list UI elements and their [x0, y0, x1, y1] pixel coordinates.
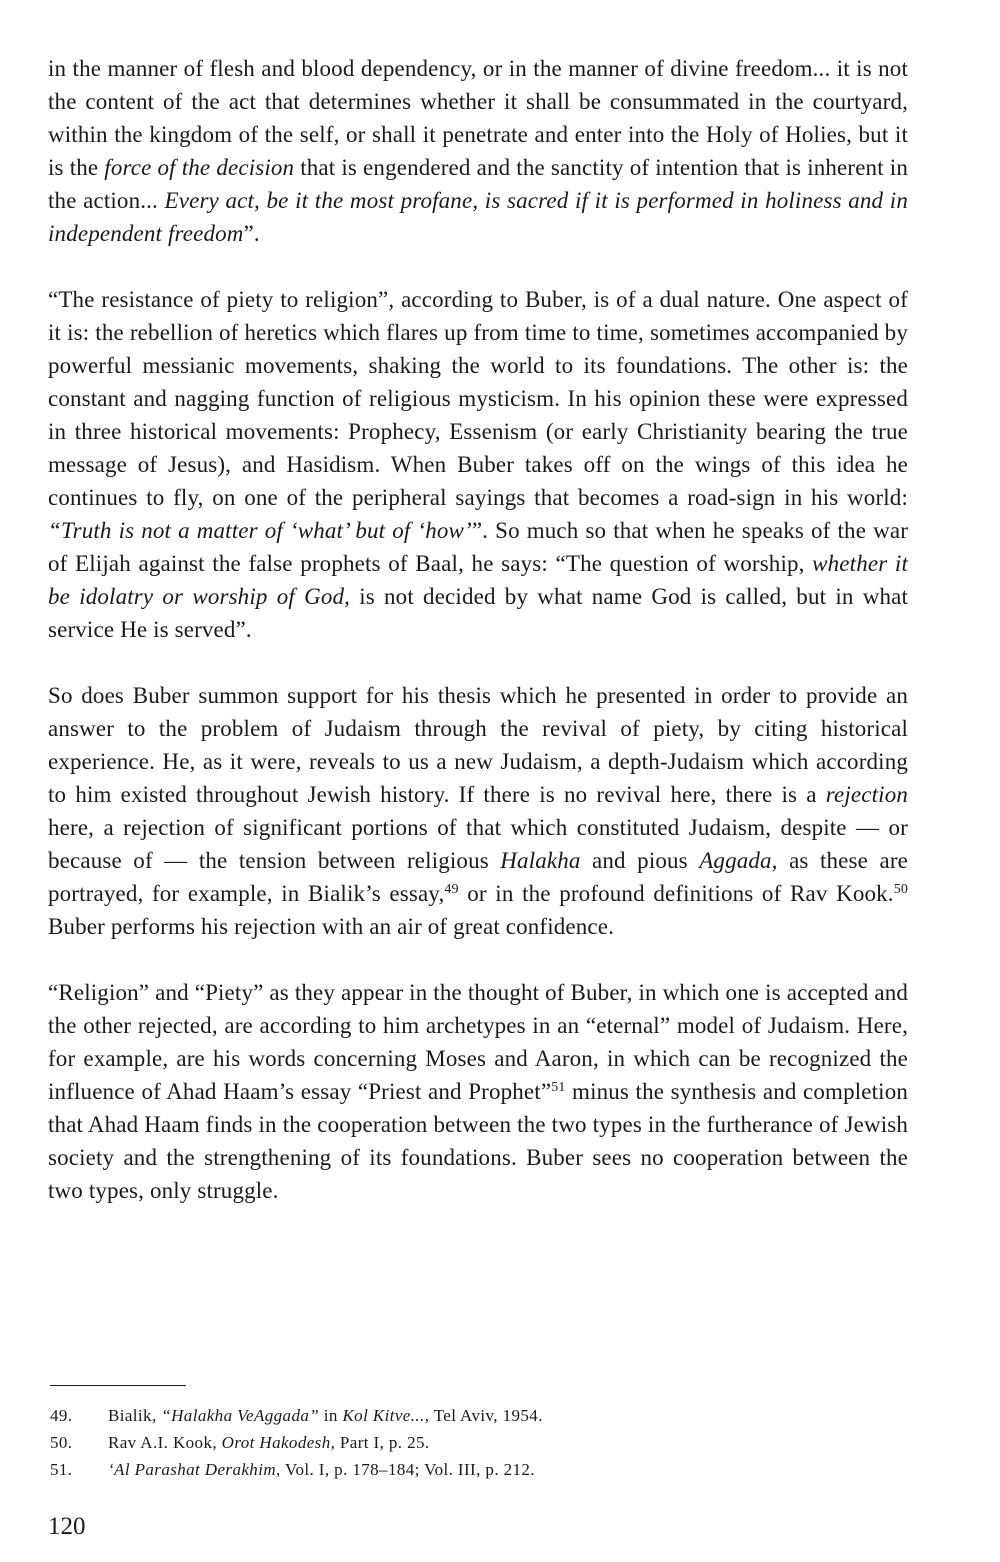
text-run: in the manner of flesh and blood dependency, or in the manner of divine freedom... it is not the content of the act that determines whether it shall be consummated in the courtyard, within the kingdom of the self, or shall it penetrate and enter into the Holy of Holies, but it is the — [48, 56, 908, 180]
text-run-italic: rejection — [825, 782, 908, 807]
footnote-ref-49[interactable]: 49 — [444, 882, 459, 897]
text-run: Bialik, — [108, 1406, 162, 1425]
footnote-text — [108, 1429, 430, 1456]
text-run: and pious — [580, 848, 700, 873]
text-run: in — [319, 1406, 343, 1425]
text-run: , Vol. I, p. 178–184; Vol. III, p. 212. — [276, 1460, 535, 1479]
footnote-ref-50[interactable]: 50 — [893, 882, 908, 897]
text-run: Rav A.I. Kook, — [108, 1433, 222, 1452]
text-run-italic: Kol Kitve... — [342, 1406, 425, 1425]
text-run: ”. — [243, 221, 260, 246]
text-run-italic: Orot Hakodesh — [221, 1433, 331, 1452]
text-run: , Part I, p. 25. — [330, 1433, 430, 1452]
text-run: Buber performs his rejection with an air of great confidence. — [48, 914, 615, 939]
footnotes — [50, 1402, 850, 1483]
footnote-number: 49. — [50, 1406, 73, 1425]
text-run: “The resistance of piety to religion”, according to Buber, is of a dual nature. One aspect of it is: the rebellion of heretics which flares up from time to time, sometimes accompanied by powerful messianic movements, shaking the world to its foundations. The other is: the constant and nagging function of religious mysticism. In his opinion these were expressed in three historical movements: Prophecy, Essenism (or early Christianity bearing the true message of Jesus), and Hasidism. When Buber takes off on the wings of this idea he continues to fly, on one of the peripheral sayings that becomes a road-sign in his world: — [48, 287, 908, 510]
text-run-italic: Aggada, — [699, 848, 778, 873]
footnote-50 — [50, 1429, 850, 1456]
footnote-49 — [50, 1402, 850, 1429]
footnote-51 — [50, 1456, 850, 1483]
text-run: as these are portrayed, for example, in Bialik’s essay, — [48, 848, 908, 906]
text-run: “Religion” and “Piety” as they appear in the thought of Buber, in which one is accepted and the other rejected, are according to him archetypes in an “eternal” model of Judaism. Here, for example, are his words concerning Moses and Aaron, in which can be recognized the influence of Ahad Haam’s essay “Priest and Prophet” — [48, 980, 908, 1104]
footnote-ref-51[interactable]: 51 — [551, 1080, 566, 1095]
text-run-italic: “Halakha VeAggada” — [161, 1406, 320, 1425]
text-run: So does Buber summon support for his thesis which he presented in order to provide an answer to the problem of Judaism through the revival of piety, by citing historical experience. He, as it were, reveals to us a new Judaism, a depth-Judaism which according to him existed throughout Jewish history. If there is no revival here, there is a — [48, 683, 908, 807]
footnote-text — [108, 1456, 535, 1483]
text-run: is not decided by what name God is called, but in what service He is served”. — [48, 584, 909, 642]
text-run: , Tel Aviv, 1954. — [424, 1406, 543, 1425]
text-run-italic: Every act, be it the most profane, is sacred if it is performed in holiness and in independent freedom — [48, 188, 908, 246]
footnote-text — [108, 1402, 543, 1429]
text-run-italic: force of the decision — [104, 155, 295, 180]
page-body — [48, 52, 908, 1240]
text-run: or in the profound definitions of Rav Kook. — [458, 881, 894, 906]
paragraph-4 — [48, 976, 908, 1207]
text-run-italic: Halakha — [500, 848, 581, 873]
footnote-number: 51. — [50, 1460, 73, 1479]
page-number: 120 — [48, 1513, 86, 1540]
paragraph-2 — [48, 283, 908, 646]
text-run: here, a rejection of significant portions of that which constituted Judaism, despite — or because of — the tension between religious — [48, 815, 908, 873]
footnote-divider — [50, 1385, 186, 1386]
text-run-italic: “Truth is not a matter of ‘what’ but of ‘how’ — [48, 518, 472, 543]
text-run-italic: ‘Al Parashat Derakhim — [108, 1460, 276, 1479]
text-run-italic: whether it be idolatry or worship of God, — [48, 551, 908, 609]
paragraph-3 — [48, 679, 908, 943]
paragraph-1 — [48, 52, 908, 250]
footnote-number: 50. — [50, 1433, 73, 1452]
text-run: that is engendered and the sanctity of intention that is inherent in the action... — [48, 155, 908, 213]
text-run: minus the synthesis and completion that Ahad Haam finds in the cooperation between the two types in the furtherance of Jewish society and the strengthening of its foundations. Buber sees no cooperation between the two types, only struggle. — [48, 1079, 908, 1203]
text-run: ”. So much so that when he speaks of the war of Elijah against the false prophets of Baal, he says: “The question of worship, — [48, 518, 909, 576]
